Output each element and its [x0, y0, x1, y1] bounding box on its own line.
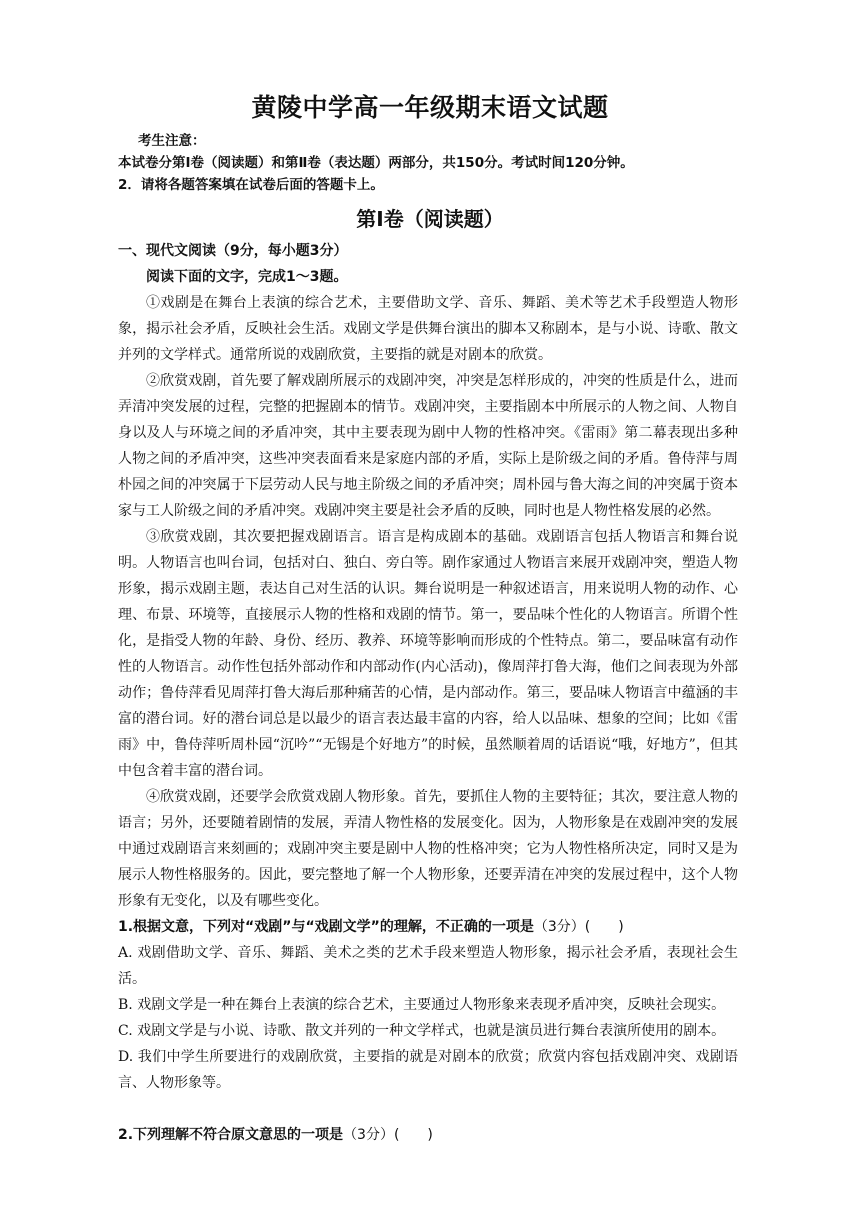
notice-heading: 考生注意： [138, 133, 206, 149]
part-title: 第Ⅰ卷（阅读题） [356, 207, 504, 231]
question-2 [118, 1122, 738, 1148]
passage-paragraph: ②欣赏戏剧，首先要了解戏剧所展示的戏剧冲突，冲突是怎样形成的，冲突的性质是什么，进而弄清冲突发展的过程，完整的把握剧本的情节。戏剧冲突，主要指剧本中所展示的人物之间、人物自身以及人与环境之间的矛盾冲突，其中主要表现为剧中人物的性格冲突。《雷雨》第二幕表现出多种人物之间的矛盾冲突，这些冲突表面看来是家庭内部的矛盾，实际上是阶级之间的矛盾。鲁侍萍与周朴园之间的冲突属于下层劳动人民与地主阶级之间的矛盾冲突；周朴园与鲁大海之间的冲突属于资本家与工人阶级之间的矛盾冲突。戏剧冲突主要是社会矛盾的反映，同时也是人物性格发展的必然。 [118, 373, 738, 519]
passage-paragraph: ④欣赏戏剧，还要学会欣赏戏剧人物形象。首先，要抓住人物的主要特征；其次，要注意人物的语言；另外，还要随着剧情的发展，弄清人物性格的发展变化。因为，人物形象是在戏剧冲突的发展中通过戏剧语言来刻画的；戏剧冲突主要是剧中人物的性格冲突；它为人物性格所决定，同时又是为展示人物性格服务的。因此，要完整地了解一个人物形象，还要弄清在冲突的发展过程中，这个人物形象有无变化，以及有哪些变化。 [118, 789, 738, 909]
spacer [118, 1096, 738, 1122]
notice-line-2: 2．请将各题答案填在试卷后面的答题卡上。 [118, 177, 384, 193]
option-b: B. 戏剧文学是一种在舞台上表演的综合艺术，主要通过人物形象来表现矛盾冲突，反映社会现实。 [118, 997, 726, 1013]
option-a: A. 戏剧借助文学、音乐、舞蹈、美术之类的艺术手段来塑造人物形象，揭示社会矛盾，表现社会生活。 [118, 945, 738, 987]
question-points: （3分）( ) [343, 1127, 433, 1143]
exam-title: 黄陵中学高一年级期末语文试题 [251, 93, 609, 122]
reading-section [118, 238, 738, 1148]
question-stem: 2.下列理解不符合原文意思的一项是 [118, 1127, 344, 1143]
question-points: （3分）( ) [533, 919, 624, 935]
section-instruction: 阅读下面的文字，完成1～3题。 [146, 269, 348, 285]
option-c: C. 戏剧文学是与小说、诗歌、散文并列的一种文学样式，也就是演员进行舞台表演所使用的剧本。 [118, 1023, 726, 1039]
passage-paragraph: ①戏剧是在舞台上表演的综合艺术，主要借助文学、音乐、舞蹈、美术等艺术手段塑造人物形象，揭示社会矛盾，反映社会生活。戏剧文学是供舞台演出的脚本又称剧本，是与小说、诗歌、散文并列的文学样式。通常所说的戏剧欣赏，主要指的就是对剧本的欣赏。 [118, 295, 738, 363]
notice-line-1: 本试卷分第Ⅰ卷（阅读题）和第Ⅱ卷（表达题）两部分，共150分。考试时间120分钟。 [118, 155, 634, 171]
passage-paragraph: ③欣赏戏剧，其次要把握戏剧语言。语言是构成剧本的基础。戏剧语言包括人物语言和舞台说明。人物语言也叫台词，包括对白、独白、旁白等。剧作家通过人物语言来展开戏剧冲突，塑造人物形象，揭示戏剧主题，表达自己对生活的认识。舞台说明是一种叙述语言，用来说明人物的动作、心理、布景、环境等，直接展示人物的性格和戏剧的情节。第一，要品味个性化的人物语言。所谓个性化，是指受人物的年龄、身份、经历、教养、环境等影响而形成的个性特点。第二，要品味富有动作性的人物语言。动作性包括外部动作和内部动作(内心活动)，像周萍打鲁大海，他们之间表现为外部动作；鲁侍萍看见周萍打鲁大海后那种痛苦的心情，是内部动作。第三，要品味人物语言中蕴涵的丰富的潜台词。好的潜台词总是以最少的语言表达最丰富的内容，给人以品味、想象的空间；比如《雷雨》中，鲁侍萍听周朴园“沉吟”“无锡是个好地方”的时候，虽然顺着周的话语说“哦，好地方”，但其中包含着丰富的潜台词。 [118, 529, 738, 779]
exam-notice [118, 130, 758, 196]
section-heading: 一、现代文阅读（9分，每小题3分） [118, 243, 348, 259]
question-stem: 1.根据文意，下列对“戏剧”与“戏剧文学”的理解，不正确的一项是 [118, 919, 534, 935]
question-1 [118, 914, 738, 940]
option-d: D. 我们中学生所要进行的戏剧欣赏，主要指的就是对剧本的欣赏；欣赏内容包括戏剧冲突、戏剧语言、人物形象等。 [118, 1049, 738, 1091]
